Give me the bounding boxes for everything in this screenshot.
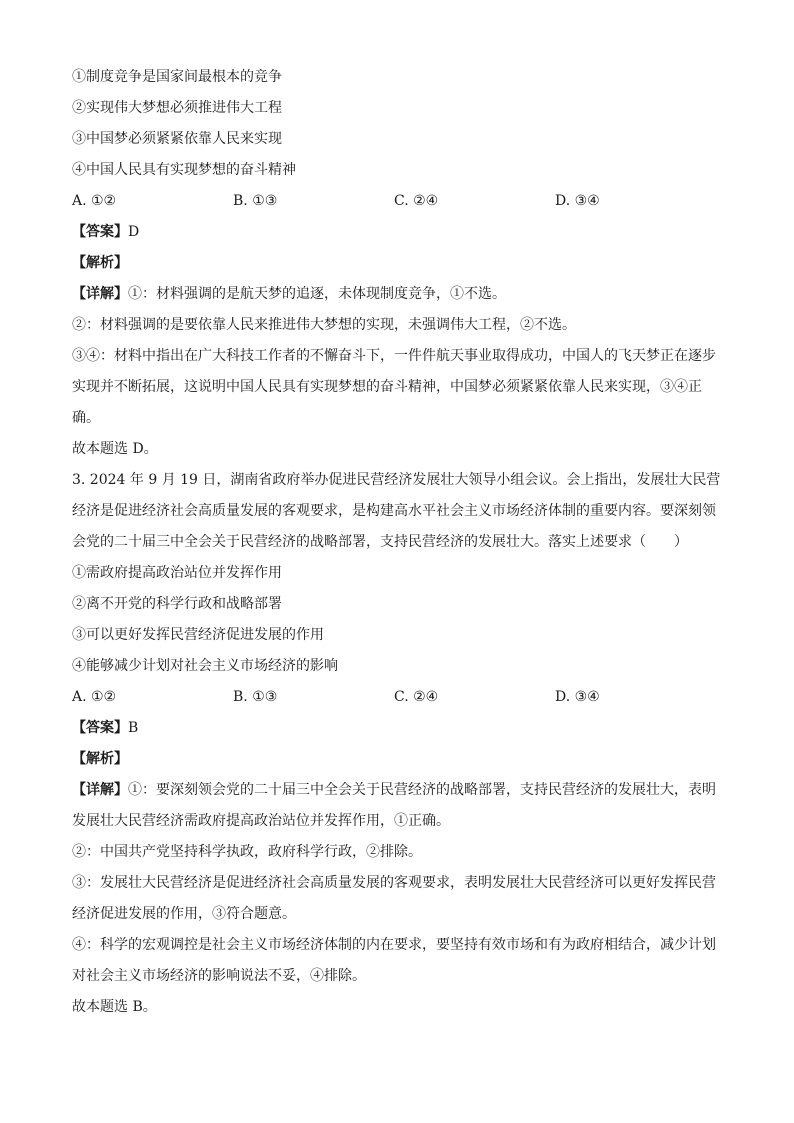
q3-choice-d: D. ③④ xyxy=(555,689,600,705)
q3-detail-2: ②：中国共产党坚持科学执政，政府科学行政，②排除。 xyxy=(72,844,422,860)
q2-choice-c: C. ②④ xyxy=(394,193,439,209)
q2-option-2: ②实现伟大梦想必须推进伟大工程 xyxy=(72,100,282,116)
q2-choice-a: A. ①② xyxy=(72,193,117,209)
q2-analysis-label: 【解析】 xyxy=(72,255,128,271)
q3-answer xyxy=(72,713,724,744)
q3-option-2: ②离不开党的科学行政和战略部署 xyxy=(72,596,282,612)
q3-answer-label: 【答案】 xyxy=(72,720,128,736)
q3-detail-3: ③：发展壮大民营经济是促进经济社会高质量发展的客观要求，表明发展壮大民营经济可以更好发挥民营经济促进发展的作用，③符合题意。 xyxy=(72,875,716,922)
q2-choice-b: B. ①③ xyxy=(233,193,278,209)
q2-option-1: ①制度竞争是国家间最根本的竞争 xyxy=(72,69,282,85)
q3-choice-a: A. ①② xyxy=(72,689,117,705)
q3-choice-b: B. ①③ xyxy=(233,689,278,705)
q2-detail-label: 【详解】 xyxy=(72,286,128,302)
q3-option-4: ④能够减少计划对社会主义市场经济的影响 xyxy=(72,658,338,674)
q3-stem: 3. 2024 年 9 月 19 日，湖南省政府举办促进民营经济发展壮大领导小组会议。会上指出，发展壮大民营经济是促进经济社会高质量发展的客观要求，是构建高水平社会主义市场经济体制的重要内容。要深刻领会党的二十届三中全会关于民营经济的战略部署，支持民营经济的发展壮大。落实上述要求（ ） xyxy=(72,472,721,550)
q2-answer xyxy=(72,217,724,248)
q3-detail-1 xyxy=(72,775,724,837)
q2-choice-d: D. ③④ xyxy=(555,193,600,209)
q3-choice-c: C. ②④ xyxy=(394,689,439,705)
q3-option-1: ①需政府提高政治站位并发挥作用 xyxy=(72,565,282,581)
q3-option-3: ③可以更好发挥民营经济促进发展的作用 xyxy=(72,627,324,643)
q2-detail-1 xyxy=(72,279,724,310)
q3-choices xyxy=(72,682,724,713)
q2-answer-value: D xyxy=(128,224,140,240)
q3-detail-4: ④：科学的宏观调控是社会主义市场经济体制的内在要求，要坚持有效市场和有为政府相结合，减少计划对社会主义市场经济的影响说法不妥，④排除。 xyxy=(72,937,716,984)
q2-option-3: ③中国梦必须紧紧依靠人民来实现 xyxy=(72,131,282,147)
q2-choices xyxy=(72,186,724,217)
q3-detail-1-text: ①：要深刻领会党的二十届三中全会关于民营经济的战略部署，支持民营经济的发展壮大，表明发展壮大民营经济需政府提高政治站位并发挥作用，①正确。 xyxy=(72,782,716,829)
q2-answer-label: 【答案】 xyxy=(72,224,128,240)
q3-answer-value: B xyxy=(128,720,139,736)
q2-detail-2: ②：材料强调的是要依靠人民来推进伟大梦想的实现，未强调伟大工程，②不选。 xyxy=(72,317,576,333)
q2-detail-1-text: ①：材料强调的是航天梦的追逐，未体现制度竞争，①不选。 xyxy=(128,286,506,302)
q2-option-4: ④中国人民具有实现梦想的奋斗精神 xyxy=(72,162,296,178)
q3-conclusion: 故本题选 B。 xyxy=(72,999,157,1015)
q2-conclusion: 故本题选 D。 xyxy=(72,441,158,457)
q3-detail-label: 【详解】 xyxy=(72,782,128,798)
document-page xyxy=(72,62,724,1023)
q3-analysis-label: 【解析】 xyxy=(72,751,128,767)
q2-detail-3: ③④：材料中指出在广大科技工作者的不懈奋斗下，一件件航天事业取得成功，中国人的飞天梦正在逐步实现并不断拓展，这说明中国人民具有实现梦想的奋斗精神，中国梦必须紧紧依靠人民来实现，③④正确。 xyxy=(72,348,716,426)
